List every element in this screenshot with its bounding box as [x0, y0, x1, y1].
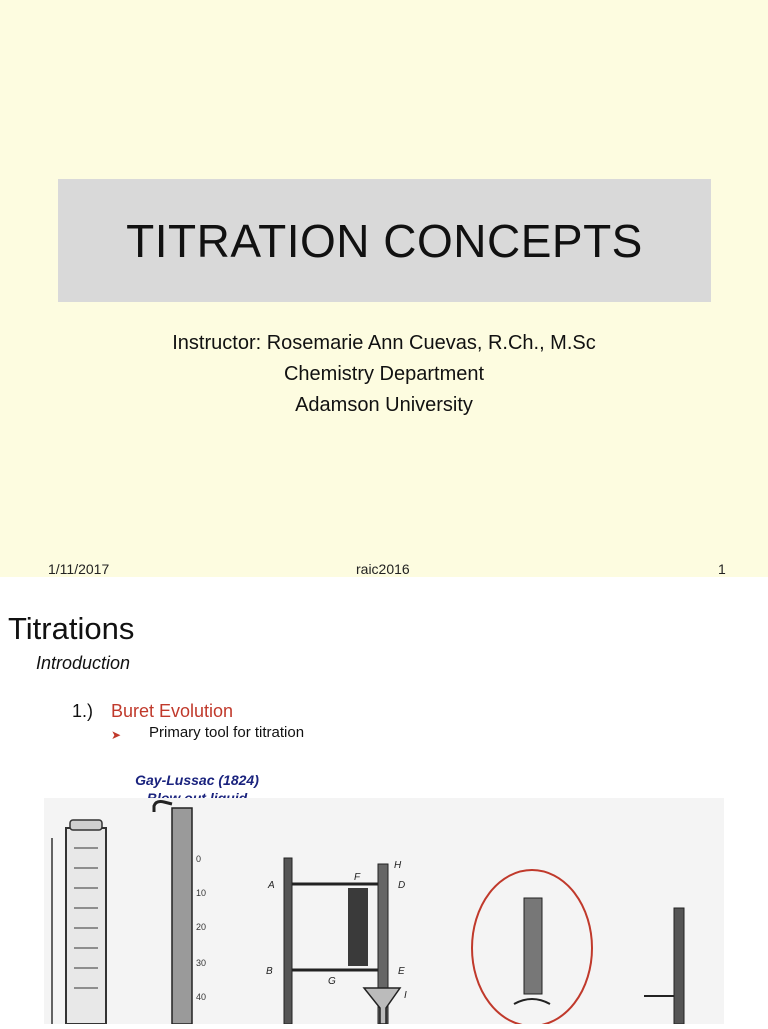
intro-subtitle: Introduction: [36, 653, 131, 673]
instructor-text: Instructor: Rosemarie Ann Cuevas, R.Ch., M.Sc: [172, 332, 596, 354]
funnel: [364, 988, 400, 1024]
label-f: F: [354, 872, 361, 883]
label-d: D: [398, 880, 406, 891]
buret-cap: [70, 820, 102, 830]
buret-clamp-block: [348, 888, 368, 966]
caption-line: Gay-Lussac (1824): [135, 772, 259, 788]
tick-label: 10: [196, 888, 207, 898]
arrow-bullet-icon: ➤: [111, 728, 122, 742]
university-text: Adamson University: [295, 394, 473, 416]
label-a: A: [268, 880, 275, 891]
graduated-buret: [66, 828, 106, 1024]
item-heading: Buret Evolution: [111, 701, 234, 721]
department-text: Chemistry Department: [283, 363, 485, 385]
tick-label: 30: [196, 958, 207, 968]
content-slide: [0, 577, 768, 1024]
bullet-text: Primary tool for titration: [149, 724, 305, 741]
tick-label: 20: [196, 922, 207, 932]
slide-title: TITRATION CONCEPTS: [126, 214, 643, 267]
label-h: H: [394, 860, 402, 871]
tap-buret: [674, 908, 684, 1024]
buret-illustration: [44, 798, 724, 1024]
tick-label: 40: [196, 992, 207, 1002]
gay-lussac-buret: [172, 808, 192, 1024]
buret-drawing: [44, 798, 724, 1024]
footer-date: 1/11/2017: [48, 561, 110, 577]
tick-label: 0: [196, 854, 202, 864]
label-g: G: [328, 976, 336, 987]
label-e: E: [398, 966, 405, 977]
label-i: I: [404, 990, 407, 1001]
stand-pole: [284, 858, 292, 1024]
mohr-buret: [524, 898, 542, 994]
label-b: B: [266, 966, 273, 977]
content-slide-title: Titrations: [8, 611, 135, 646]
title-box: [58, 179, 711, 302]
item-number: 1.): [72, 701, 94, 721]
footer-center: raic2016: [356, 561, 410, 577]
footer-page-number: 1: [718, 561, 726, 577]
